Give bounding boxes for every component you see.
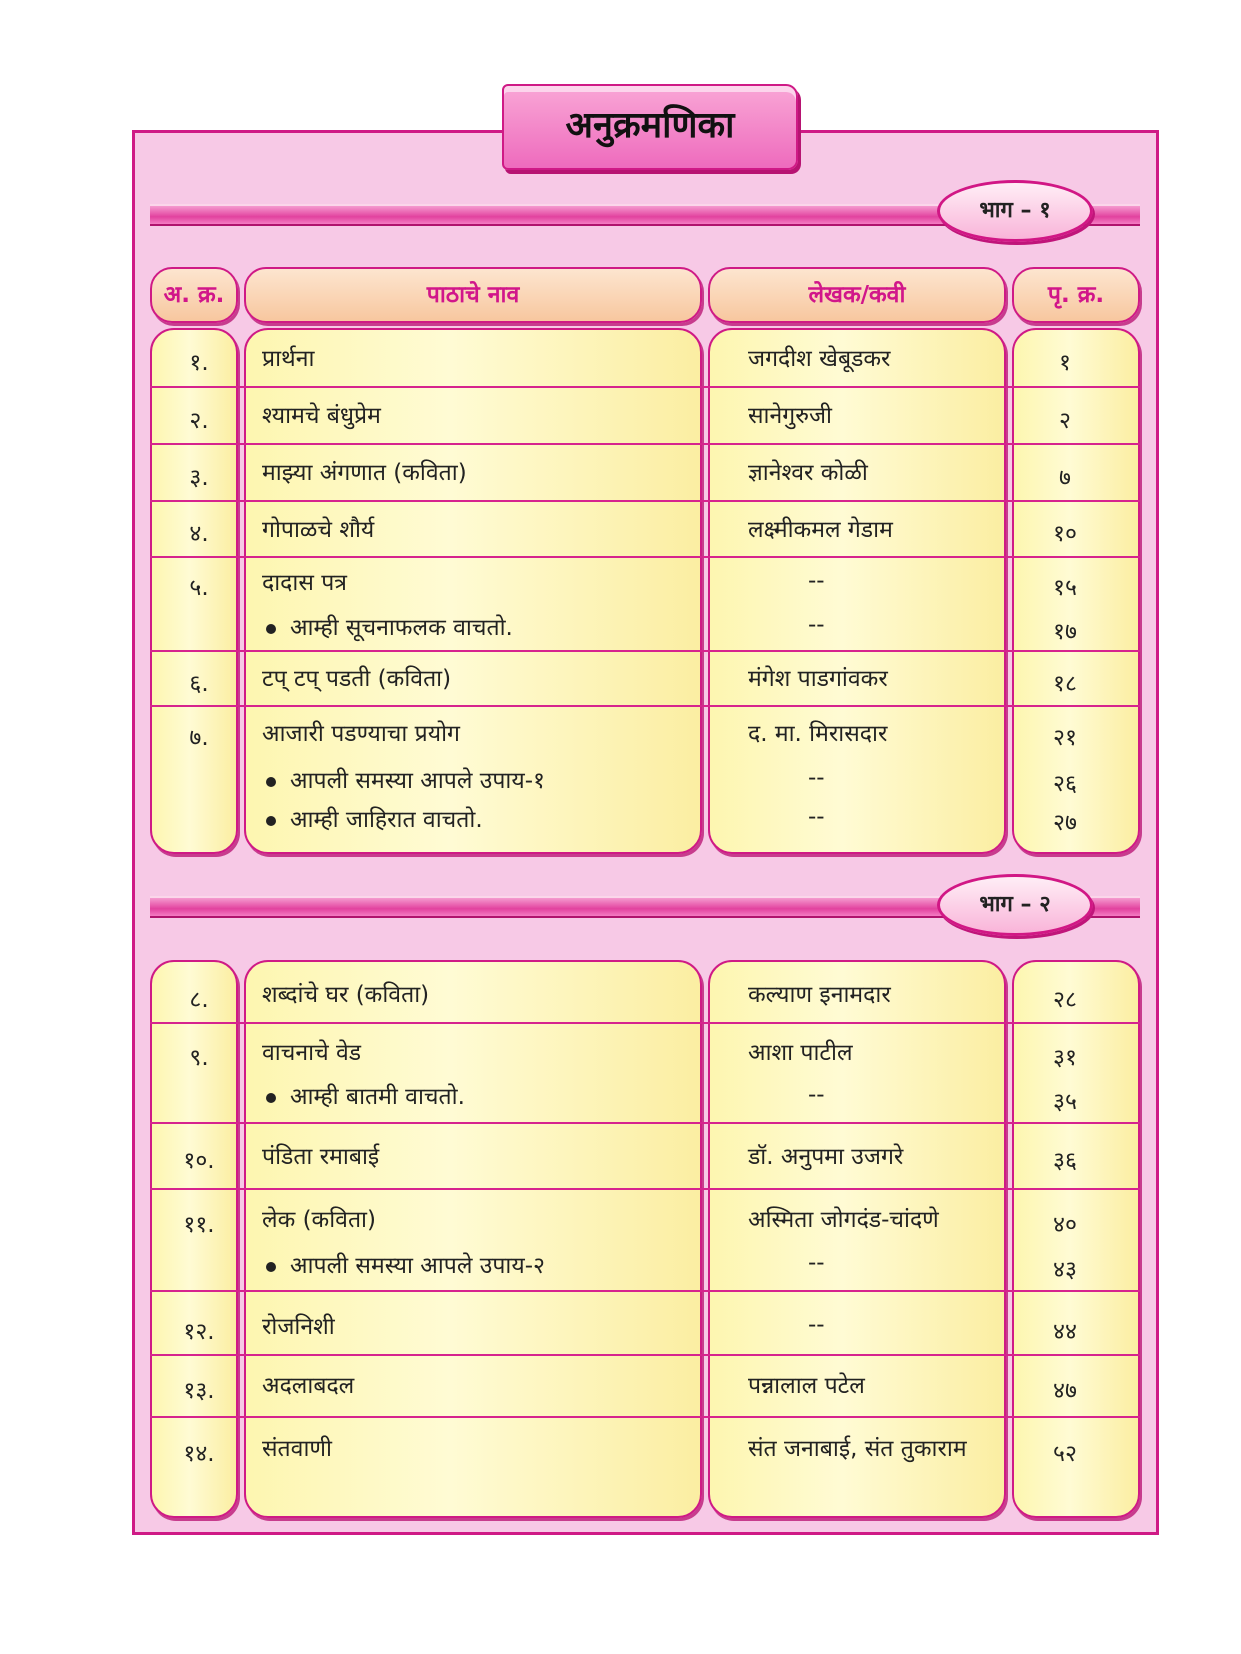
page-number: ३६ [1053,1148,1077,1174]
lesson-title: आजारी पडण्याचा प्रयोग [262,721,461,747]
row-separator [150,650,1140,652]
lesson-author: द. मा. मिरासदार [748,721,888,747]
sub-item-author: -- [808,1250,825,1276]
lesson-title: लेक (कविता) [262,1207,376,1233]
row-separator [150,1416,1140,1418]
page-number: ४० [1053,1212,1077,1238]
page-number: ४४ [1053,1319,1077,1345]
lesson-author: -- [808,1312,825,1338]
sub-item-title: आम्ही बातमी वाचतो. [266,1079,465,1111]
bullet-icon [266,1262,276,1272]
lesson-title: संतवाणी [262,1436,332,1462]
page-number: ४७ [1053,1378,1077,1404]
page-number: १८ [1053,671,1077,697]
page-number: १० [1053,521,1077,547]
lesson-title: माझ्या अंगणात (कविता) [262,460,467,486]
row-separator [150,1354,1140,1356]
serial-number: ३. [189,465,209,491]
serial-number: २. [189,408,209,434]
serial-number: १४. [183,1441,215,1467]
bullet-icon [266,624,276,634]
bullet-icon [266,1093,276,1103]
lesson-author: जगदीश खेबूडकर [748,346,891,372]
serial-number: ४. [189,521,209,547]
lesson-author: कल्याण इनामदार [748,982,891,1008]
sub-item-author: -- [808,765,825,791]
part-2-label: भाग – २ [937,874,1093,936]
lesson-title: दादास पत्र [262,570,347,596]
bullet-icon [266,777,276,787]
row-separator [150,556,1140,558]
serial-number: ८. [189,987,209,1013]
page-title: अनुक्रमणिका [502,84,798,170]
lesson-title: रोजनिशी [262,1314,335,1340]
header-page-number: पृ. क्र. [1012,267,1140,323]
page-number: ५२ [1053,1441,1077,1467]
lesson-author: ज्ञानेश्वर कोळी [748,460,868,486]
page-number: २१ [1053,725,1077,751]
sub-item-title: आपली समस्या आपले उपाय-२ [266,1248,545,1280]
sub-item-author: -- [808,1082,825,1108]
page-number: ७ [1059,465,1071,491]
sub-item-author: -- [808,804,825,830]
row-separator [150,1122,1140,1124]
row-separator [150,386,1140,388]
lesson-title: वाचनाचे वेड [262,1040,362,1066]
serial-number: ११. [183,1212,215,1238]
serial-number: १. [189,350,209,376]
lesson-title: शब्दांचे घर (कविता) [262,982,430,1008]
sub-item-title: आम्ही जाहिरात वाचतो. [266,802,483,834]
page-number: १ [1059,350,1071,376]
lesson-author: मंगेश पाडगांवकर [748,666,888,692]
sub-item-author: -- [808,612,825,638]
sub-item-page: ४३ [1053,1257,1077,1283]
serial-number: १३. [183,1378,215,1404]
row-separator [150,500,1140,502]
part-1-label: भाग – १ [937,180,1093,242]
row-separator [150,1290,1140,1292]
row-separator [150,443,1140,445]
sub-item-page: २७ [1053,810,1077,836]
lesson-author: लक्ष्मीकमल गेडाम [748,517,893,543]
sub-item-title: आम्ही सूचनाफलक वाचतो. [266,610,513,642]
lesson-author: संत जनाबाई, संत तुकाराम [748,1436,967,1462]
lesson-author: आशा पाटील [748,1040,853,1066]
lesson-author: सानेगुरुजी [748,403,832,429]
row-separator [150,705,1140,707]
row-separator [150,1022,1140,1024]
lesson-author: पन्नालाल पटेल [748,1373,865,1399]
sub-item-page: ३५ [1053,1089,1077,1115]
serial-number: १२. [183,1319,215,1345]
serial-number: १०. [183,1148,215,1174]
lesson-title: पंडिता रमाबाई [262,1144,380,1170]
serial-number: ७. [189,725,209,751]
lesson-title: प्रार्थना [262,346,315,372]
lesson-title: टप् टप् पडती (कविता) [262,666,452,692]
lesson-author: डॉ. अनुपमा उजगरे [748,1144,904,1170]
serial-number: ९. [189,1045,209,1071]
serial-number: ६. [189,671,209,697]
serial-number: ५. [189,575,209,601]
lesson-title: अदलाबदल [262,1373,355,1399]
lesson-title: गोपाळचे शौर्य [262,517,375,543]
sub-item-page: २६ [1053,771,1077,797]
header-author: लेखक/कवी [708,267,1006,323]
header-serial-number: अ. क्र. [150,267,238,323]
lesson-author: अस्मिता जोगदंड-चांदणे [748,1207,939,1233]
header-lesson-name: पाठाचे नाव [244,267,702,323]
row-separator [150,1188,1140,1190]
sub-item-page: १७ [1053,619,1077,645]
sub-item-title: आपली समस्या आपले उपाय-१ [266,763,545,795]
lesson-author: -- [808,568,825,594]
page-number: १५ [1053,575,1077,601]
page-number: २ [1059,408,1071,434]
page-number: ३१ [1053,1045,1077,1071]
page-number: २८ [1053,987,1077,1013]
bullet-icon [266,816,276,826]
lesson-title: श्यामचे बंधुप्रेम [262,403,381,429]
